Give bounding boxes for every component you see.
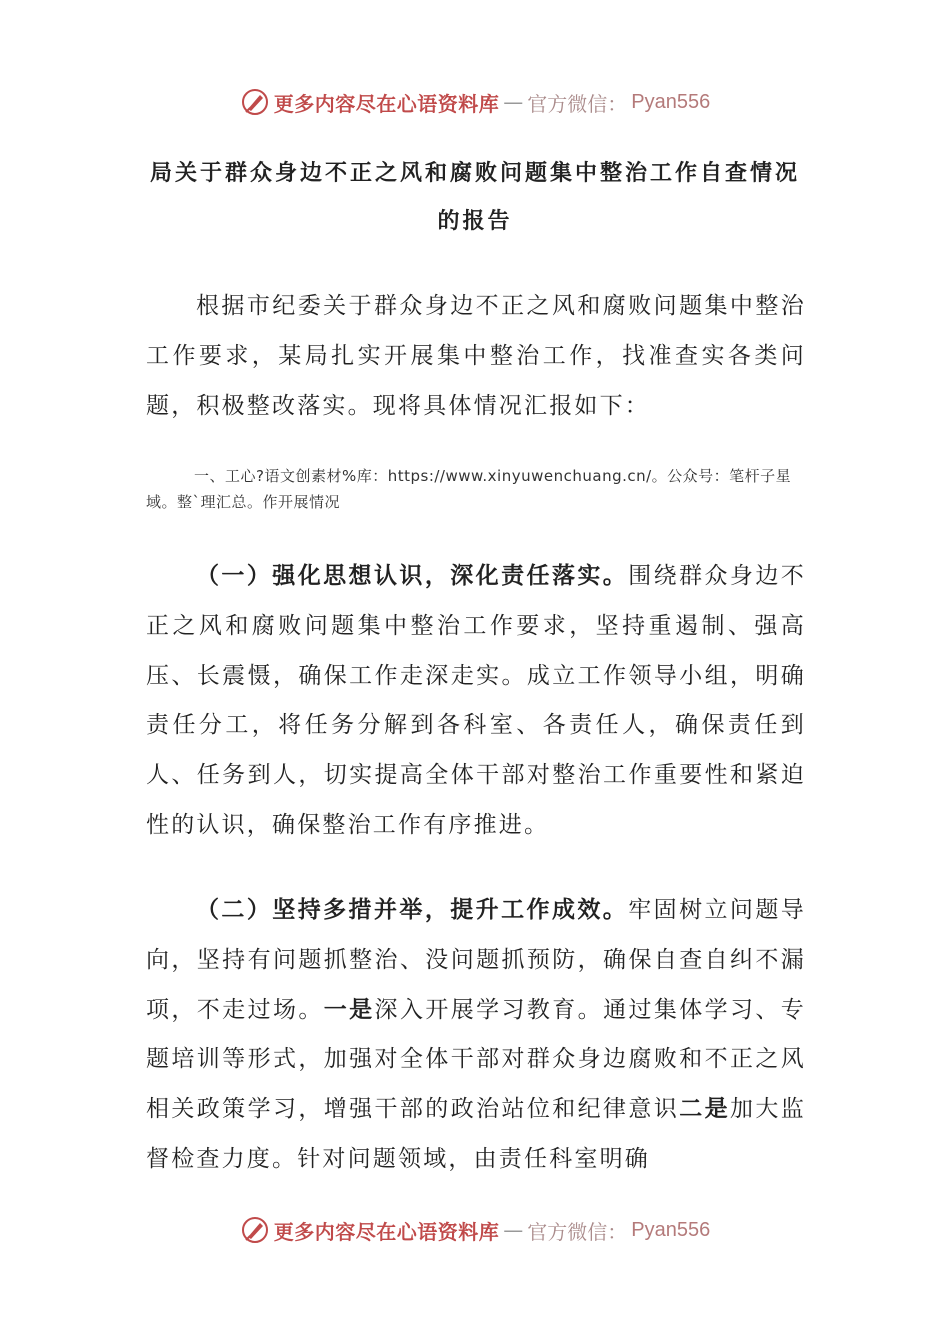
section-2-paragraph: [146, 886, 806, 1185]
banner-wechat-label: 官方微信：: [527, 91, 628, 116]
section-2-body-b: 深入开展学习教育。通过集体学习、专题培训等形式，加强对全体干部对群众身边腐败和不正之风相关政策学习，增强干部的政治站位和纪律意识: [146, 996, 807, 1123]
section-1-heading: （一）强化思想认识，深化责任落实。: [196, 563, 629, 589]
footer-watermark-banner: [0, 1210, 950, 1250]
banner-separator: —: [503, 1218, 524, 1242]
banner-text: 更多内容尽在心语资料库: [273, 1219, 500, 1244]
document-title: 局关于群众身边不正之风和腐败问题集中整治工作自查情况的报告: [149, 161, 800, 234]
section-2-body-a: 牢固树立问题导向，坚持有问题抓整治、没问题抓预防，确保自查自纠不漏项，不走过场。: [146, 897, 806, 1023]
intro-paragraph: 根据市纪委关于群众身边不正之风和腐败问题集中整治工作要求，某局扎实开展集中整治工作，找准查实各类问题，积极整改落实。现将具体情况汇报如下：: [146, 293, 806, 419]
banner-wechat-id: Pyan556: [631, 90, 711, 113]
source-note: [146, 463, 806, 515]
section-2-marker-2: 二是: [679, 1096, 731, 1123]
section-1-body: 围绕群众身边不正之风和腐败问题集中整治工作要求，坚持重遏制、强高压、长震慑，确保工作走深走实。成立工作领导小组，明确责任分工，将任务分解到各科室、各责任人，确保责任到人、任务到人，切实提高全体干部对整治工作重要性和紧迫性的认识，确保整治工作有序推进。: [146, 563, 806, 838]
section-2-marker-1: 一是: [323, 996, 375, 1023]
section-1-paragraph: [146, 552, 806, 851]
source-note-text: 一、工心?语文创素材%库：https://www.xinyuwenchuang.cn/。公众号：笔杆子星域。整`理汇总。作开展情况: [146, 467, 792, 511]
banner-wechat-id: Pyan556: [631, 1218, 711, 1241]
quill-logo-icon: [240, 87, 270, 117]
banner-wechat-label: 官方微信：: [527, 1219, 628, 1244]
banner-text: 更多内容尽在心语资料库: [273, 91, 500, 116]
banner-separator: —: [503, 90, 524, 114]
header-watermark-banner: [0, 82, 950, 122]
section-2-body-c: 加大监督检查力度。针对问题领域，由责任科室明确: [146, 1096, 806, 1172]
section-2-heading: （二）坚持多措并举，提升工作成效。: [196, 897, 629, 923]
quill-logo-icon: [240, 1215, 270, 1245]
